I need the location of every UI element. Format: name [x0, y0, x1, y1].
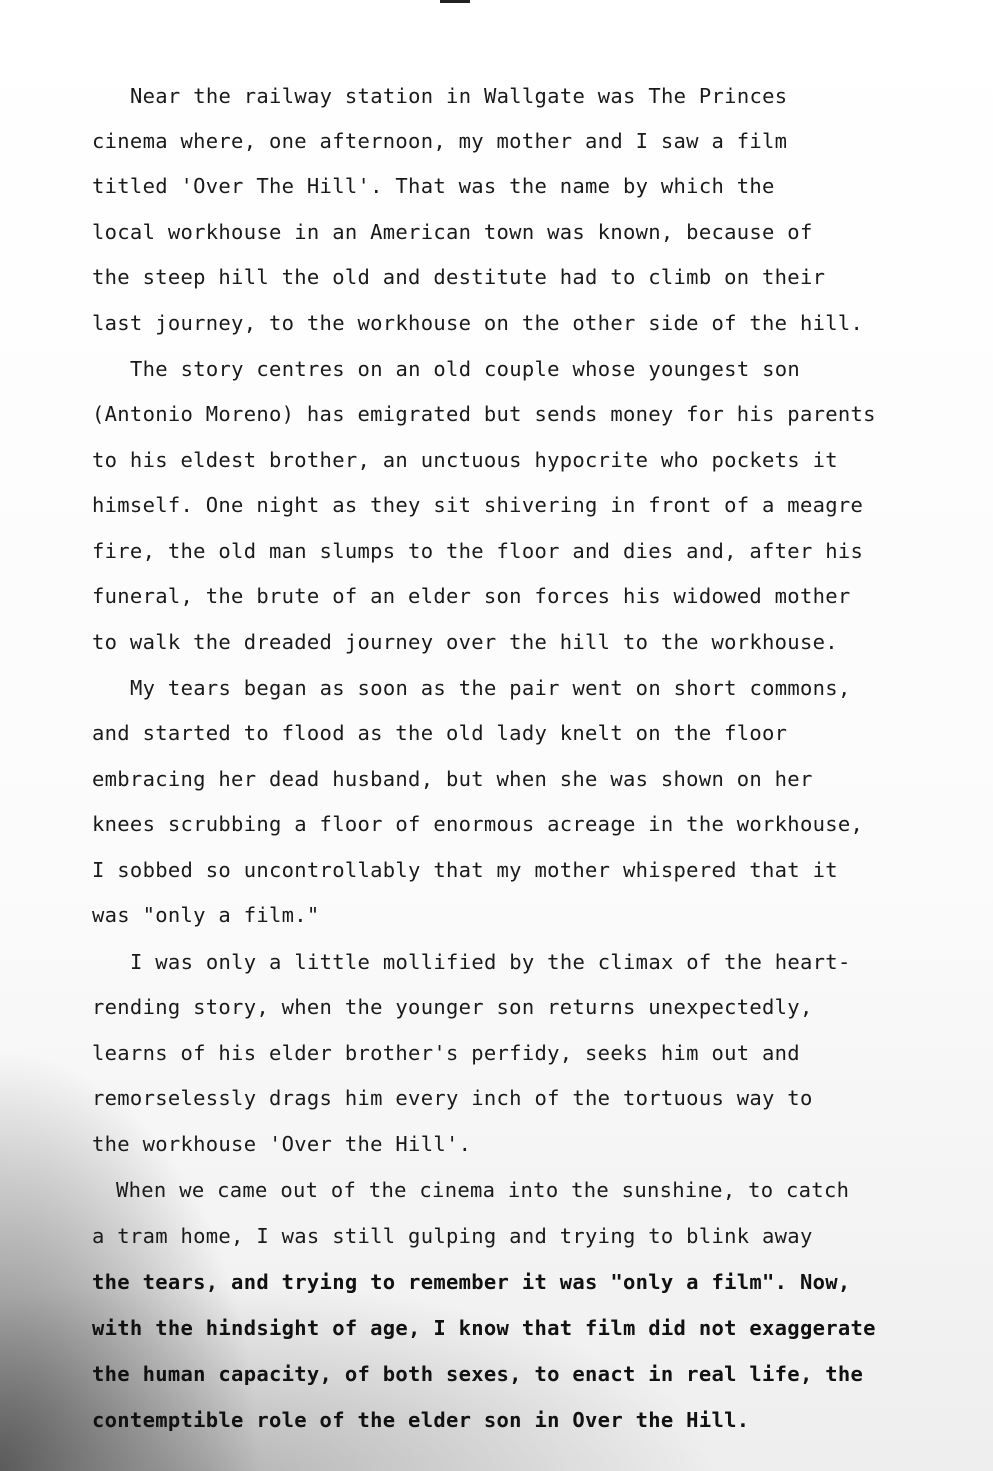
text-line: with the hindsight of age, I know that film did not exaggerate — [92, 1316, 876, 1340]
text-line: contemptible role of the elder son in Over the Hill. — [92, 1408, 750, 1432]
text-line: the workhouse 'Over the Hill'. — [92, 1132, 472, 1156]
text-line: the steep hill the old and destitute had to climb on their — [92, 265, 826, 289]
text-line: I was only a little mollified by the climax of the heart- — [130, 950, 851, 974]
text-line: titled 'Over The Hill'. That was the name by which the — [92, 174, 775, 198]
text-line: When we came out of the cinema into the sunshine, to catch — [116, 1178, 850, 1202]
text-line: embracing her dead husband, but when she was shown on her — [92, 767, 813, 791]
text-line: knees scrubbing a floor of enormous acreage in the workhouse, — [92, 812, 864, 836]
text-line: cinema where, one afternoon, my mother and I saw a film — [92, 129, 788, 153]
text-line: local workhouse in an American town was known, because of — [92, 220, 813, 244]
text-line: funeral, the brute of an elder son forces his widowed mother — [92, 584, 851, 608]
text-line: remorselessly drags him every inch of the tortuous way to — [92, 1086, 813, 1110]
text-line: was "only a film." — [92, 903, 320, 927]
text-line: (Antonio Moreno) has emigrated but sends money for his parents — [92, 402, 876, 426]
text-line: to walk the dreaded journey over the hill to the workhouse. — [92, 630, 838, 654]
text-line: a tram home, I was still gulping and trying to blink away — [92, 1224, 813, 1248]
text-line: the human capacity, of both sexes, to enact in real life, the — [92, 1362, 864, 1386]
text-line: the tears, and trying to remember it was "only a film". Now, — [92, 1270, 851, 1294]
text-line: and started to flood as the old lady knelt on the floor — [92, 721, 788, 745]
text-line: My tears began as soon as the pair went on short commons, — [130, 676, 851, 700]
text-line: last journey, to the workhouse on the other side of the hill. — [92, 311, 864, 335]
text-line: rending story, when the younger son returns unexpectedly, — [92, 995, 813, 1019]
text-line: learns of his elder brother's perfidy, seeks him out and — [92, 1041, 800, 1065]
text-line: I sobbed so uncontrollably that my mother whispered that it — [92, 858, 838, 882]
text-line: fire, the old man slumps to the floor and dies and, after his — [92, 539, 864, 563]
text-line: Near the railway station in Wallgate was The Princes — [130, 84, 788, 108]
text-line: himself. One night as they sit shivering in front of a meagre — [92, 493, 864, 517]
text-line: to his eldest brother, an unctuous hypocrite who pockets it — [92, 448, 838, 472]
text-line: The story centres on an old couple whose youngest son — [130, 357, 801, 381]
